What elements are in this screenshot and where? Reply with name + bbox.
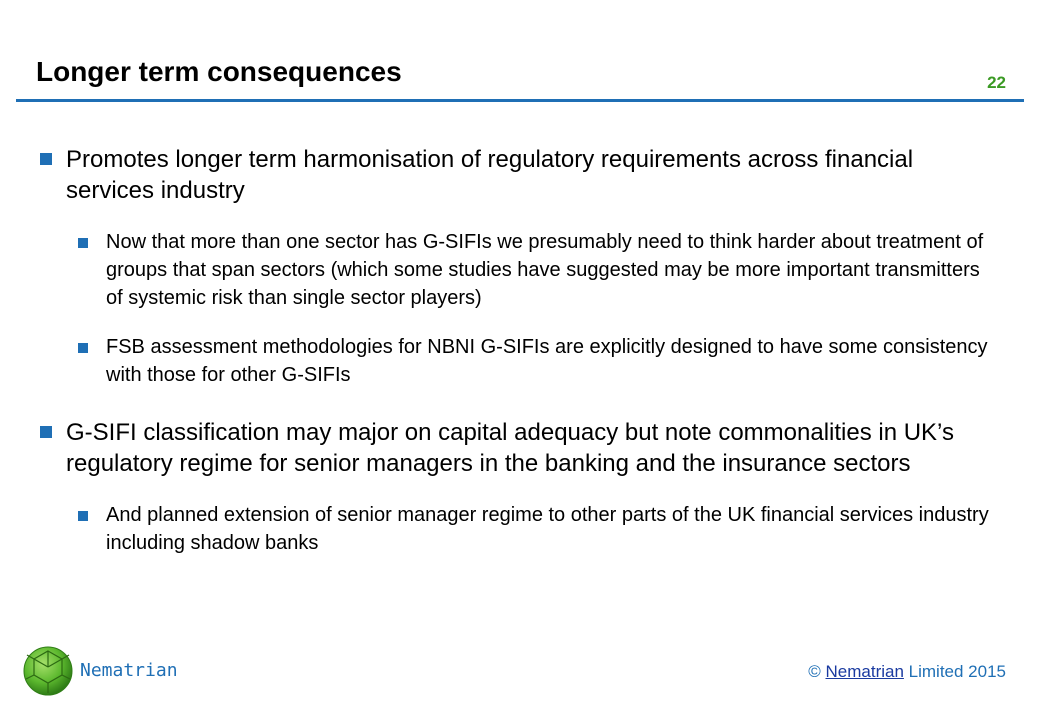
bullet-level2 <box>76 333 998 389</box>
square-bullet-icon <box>78 511 88 521</box>
bullet-text: G-SIFI classification may major on capital adequacy but note commonalities in UK’s regulatory regime for senior managers in the banking and the insurance sectors <box>66 419 954 477</box>
page-number: 22 <box>987 73 1006 92</box>
copyright-link[interactable]: Nematrian <box>825 662 904 681</box>
bullet-text: Promotes longer term harmonisation of regulatory requirements across financial services industry <box>66 146 914 204</box>
bullet-level1 <box>38 144 998 206</box>
copyright-text: Limited 2015 <box>908 662 1006 681</box>
footer-copyright <box>808 662 1006 682</box>
slide-title: Longer term consequences <box>36 56 402 87</box>
bullet-level2 <box>76 501 998 557</box>
title-divider <box>16 99 1024 102</box>
bullet-level2 <box>76 228 998 312</box>
copyright-symbol: © <box>808 662 821 681</box>
sub-bullet-text: Now that more than one sector has G-SIFIs we presumably need to think harder about treatment of groups that span sectors (which some studies have suggested may be more important transmitters of systemic risk than single sector players) <box>106 231 984 309</box>
slide-content <box>38 144 998 578</box>
footer-brand: Nematrian <box>80 660 178 681</box>
geodesic-sphere-icon <box>22 645 74 697</box>
square-bullet-icon <box>78 343 88 353</box>
bullet-level1 <box>38 417 1006 479</box>
square-bullet-icon <box>40 426 52 438</box>
sub-bullet-text: FSB assessment methodologies for NBNI G-SIFIs are explicitly designed to have some consistency with those for other G-SIFIs <box>106 336 988 386</box>
sub-bullet-text: And planned extension of senior manager regime to other parts of the UK financial services industry including shadow banks <box>106 504 989 554</box>
square-bullet-icon <box>78 238 88 248</box>
square-bullet-icon <box>40 153 52 165</box>
